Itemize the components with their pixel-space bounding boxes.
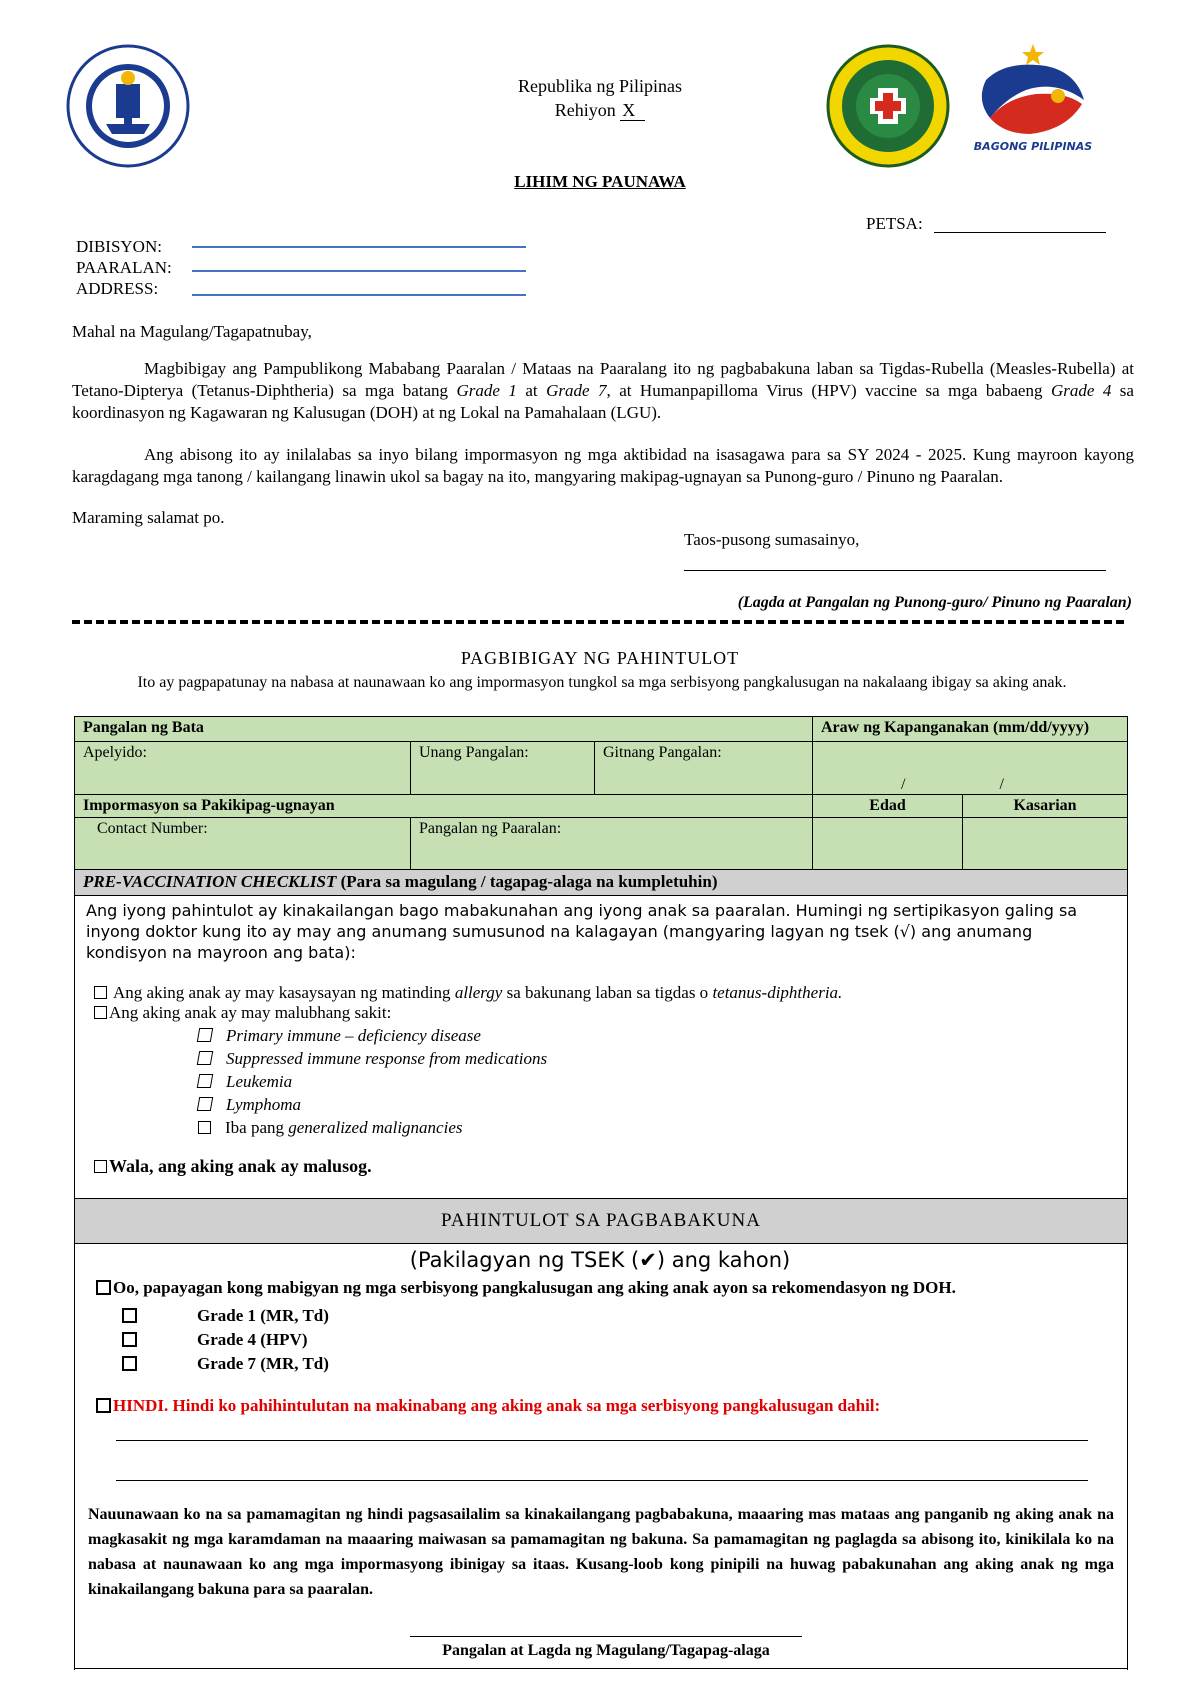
cut-line (72, 620, 1124, 624)
waiver-text: Nauunawaan ko na sa pamamagitan ng hindi pagsasailalim sa kinakailangang pagbabakuna, maaaring mas mataas ang panganib ng aking anak na magkasakit ng mga karamdaman na maaaring maiwasan sa pamamagitan ng bakuna. Sa pamamagitan ng paglagda sa abisong ito, kinikilala ko na nabasa at naunawaan ko ang mga impormasyong ibinigay sa itaas. Kusang-loob kong pinipili na huwag pabakunahan ang aking anak ng mga kinakailangang bakuna para sa paaralan. (88, 1506, 1114, 1598)
doh-seal (826, 44, 950, 168)
condition-checkbox[interactable] (197, 1074, 213, 1088)
condition-item[interactable]: Primary immune – deficiency disease (198, 1024, 547, 1047)
consent-yes-checkbox[interactable] (96, 1280, 111, 1295)
grade-option[interactable]: Grade 1 (MR, Td) (122, 1304, 329, 1328)
allergy-option[interactable]: Ang aking anak ay may kasaysayan ng matinding allergy sa bakunang laban sa tigdas o tetanus-diphtheria. (94, 982, 842, 1003)
first-name-field[interactable]: Unang Pangalan: (411, 742, 595, 795)
condition-item[interactable]: Leukemia (198, 1070, 547, 1093)
checklist-header: PRE-VACCINATION CHECKLIST (Para sa magulang / tagapag-alaga na kumpletuhin) (75, 870, 1128, 896)
region-label: Rehiyon (554, 100, 616, 120)
page-title: LIHIM NG PAUNAWA (514, 172, 686, 191)
condition-checkbox[interactable] (197, 1051, 213, 1065)
school-label: PAARALAN: (76, 258, 172, 277)
deped-seal (66, 44, 190, 168)
school-line[interactable] (192, 270, 526, 272)
closing-line: Taos-pusong sumasainyo, (684, 530, 860, 549)
contact-info-header: Impormasyon sa Pakikipag-ugnayan (75, 795, 813, 818)
bagong-pilipinas-logo (966, 40, 1100, 160)
deped-seal-icon (66, 44, 190, 168)
sex-header: Kasarian (963, 795, 1128, 818)
paragraph-1: Magbibigay ang Pampublikong Mababang Paaralan / Mataas na Paaralang ito ng pagbabakuna laban sa Tigdas-Rubella (Measles-Rubella) at Tetano-Dipterya (Tetanus-Diphtheria) sa mga batang Grade 1 at Grade 7, at Humanpapilloma Virus (HPV) vaccine sa mga babaeng Grade 4 sa koordinasyon ng Kagawaran ng Kalusugan (DOH) at ng Lokal na Pamahalaan (LGU). (72, 359, 1134, 422)
date-label: PETSA: (866, 214, 923, 233)
reason-line-2[interactable] (116, 1480, 1088, 1481)
grade-checkbox[interactable] (122, 1356, 137, 1371)
child-name-header: Pangalan ng Bata (75, 717, 813, 742)
consent-no-option[interactable]: HINDI. Hindi ko pahihintulutan na makinabang ang aking anak sa mga serbisyong pangkalusugan dahil: (96, 1396, 880, 1416)
region-line (420, 98, 780, 122)
birthdate-field[interactable]: / / (813, 742, 1128, 795)
consent-title: PAGBIBIGAY NG PAHINTULOT (460, 648, 740, 668)
date-line[interactable] (934, 232, 1106, 233)
sex-field[interactable] (963, 818, 1128, 870)
illness-option[interactable]: Ang aking anak ay may malubhang sakit: (94, 1002, 391, 1023)
parent-signature-caption: Pangalan at Lagda ng Magulang/Tagapag-alaga (442, 1642, 770, 1659)
child-info-table (74, 716, 1128, 896)
republic-line: Republika ng Pilipinas (518, 76, 682, 96)
checklist-intro: Ang iyong pahintulot ay kinakailangan bago mabakunahan ang iyong anak sa paaralan. Humingi ng sertipikasyon galing sa inyong doktor kung ito ay may ang anumang sumusunod na kalagayan (mangyaring lagyan ng tsek (√) ang anumang kondisyon na mayroon ang bata): (86, 901, 1078, 962)
grade-option[interactable]: Grade 7 (MR, Td) (122, 1352, 329, 1376)
region-value: X (620, 100, 645, 121)
parent-signature-line[interactable] (410, 1636, 802, 1637)
salutation: Mahal na Magulang/Tagapatnubay, (72, 322, 312, 341)
condition-checkbox[interactable] (197, 1097, 213, 1111)
address-line[interactable] (192, 294, 526, 296)
consent-subtitle: Ito ay pagpapatunay na nabasa at naunawaan ko ang impormasyon tungkol sa mga serbisyong pangkalusugan na nakalaang ibigay sa aking anak. (137, 674, 1067, 691)
school-name-field[interactable]: Pangalan ng Paaralan: (411, 818, 813, 870)
principal-signature-line[interactable] (684, 570, 1106, 571)
allergy-checkbox[interactable] (94, 986, 107, 999)
grade-checkbox[interactable] (122, 1308, 137, 1323)
age-header: Edad (813, 795, 963, 818)
grade-list (122, 1304, 329, 1376)
bagong-pilipinas-text: BAGONG PILIPINAS (973, 140, 1093, 153)
division-line[interactable] (192, 246, 526, 248)
contact-number-field[interactable]: Contact Number: (75, 818, 411, 870)
surname-field[interactable]: Apelyido: (75, 742, 411, 795)
condition-list (198, 1024, 547, 1139)
vaccination-instruction: (Pakilagyan ng TSEK (✔) ang kahon) (409, 1248, 791, 1272)
consent-yes-option[interactable]: Oo, papayagan kong mabigyan ng mga serbisyong pangkalusugan ang aking anak ayon sa rekomendasyon ng DOH. (96, 1278, 956, 1298)
bagong-pilipinas-icon (966, 40, 1100, 140)
date-field (866, 214, 923, 234)
vaccination-consent-header: PAHINTULOT SA PAGBABAKUNA (74, 1198, 1128, 1244)
consent-no-checkbox[interactable] (96, 1398, 111, 1413)
healthy-option[interactable]: Wala, ang aking anak ay malusog. (94, 1156, 372, 1177)
division-label: DIBISYON: (76, 237, 162, 256)
form-bottom-border (74, 1668, 1128, 1669)
condition-item[interactable]: Iba pang generalized malignancies (198, 1116, 547, 1139)
condition-checkbox[interactable] (198, 1121, 211, 1134)
condition-item[interactable]: Lymphoma (198, 1093, 547, 1116)
address-label: ADDRESS: (76, 279, 159, 298)
thanks-line: Maraming salamat po. (72, 508, 225, 527)
illness-checkbox[interactable] (94, 1006, 107, 1019)
condition-checkbox[interactable] (197, 1028, 213, 1042)
grade-option[interactable]: Grade 4 (HPV) (122, 1328, 329, 1352)
grade-checkbox[interactable] (122, 1332, 137, 1347)
age-field[interactable] (813, 818, 963, 870)
condition-item[interactable]: Suppressed immune response from medications (198, 1047, 547, 1070)
doh-seal-icon (826, 44, 950, 168)
reason-line-1[interactable] (116, 1440, 1088, 1441)
principal-signature-caption: (Lagda at Pangalan ng Punong-guro/ Pinuno ng Paaralan) (737, 594, 1132, 611)
paragraph-2: Ang abisong ito ay inilalabas sa inyo bilang impormasyon ng mga aktibidad na isasagawa para sa SY 2024 - 2025. Kung mayroon kayong karagdagang mga tanong / kailangang linawin ukol sa bagay na ito, mangyaring makipag-ugnayan sa Punong-guro / Pinuno ng Paaralan. (72, 445, 1134, 486)
middle-name-field[interactable]: Gitnang Pangalan: (595, 742, 813, 795)
healthy-checkbox[interactable] (94, 1160, 107, 1173)
birthdate-header: Araw ng Kapanganakan (mm/dd/yyyy) (813, 717, 1128, 742)
